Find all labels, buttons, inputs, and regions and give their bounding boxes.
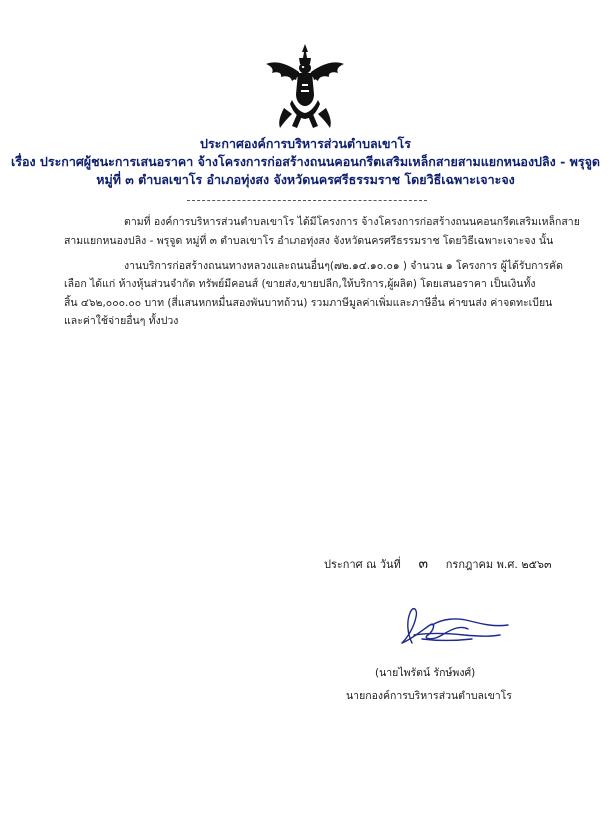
body-line-6: และค่าใช้จ่ายอื่นๆ ทั้งปวง	[64, 315, 179, 327]
body-line-1: ตามที่ องค์การบริหารส่วนตำบลเขาโร ได้มีโครงการ จ้างโครงการก่อสร้างถนนคอนกรีตเสริมเหล็กสาย	[124, 216, 580, 228]
garuda-emblem-icon	[262, 42, 348, 132]
date-prefix: ประกาศ ณ วันที่	[324, 558, 401, 571]
body-line-2: สามแยกหนองปลิง - พรุจูด หมู่ที่ ๓ ตำบลเขาโร อำเภอทุ่งสง จังหวัดนครศรีธรรมราช โดยวิธีเฉพาะเจาะจง นั้น	[64, 235, 554, 247]
subject-line-2: หมู่ที่ ๓ ตำบลเขาโร อำเภอทุ่งสง จังหวัดนครศรีธรรมราช โดยวิธีเฉพาะเจาะจง	[96, 172, 515, 187]
handwritten-signature	[372, 595, 522, 655]
signatory-name: (นายไพรัตน์ รักษ์พงศ์)	[375, 667, 476, 679]
announcement-date	[324, 553, 551, 575]
date-day: ๓	[418, 556, 429, 572]
body-line-3: งานบริการก่อสร้างถนนทางหลวงและถนนอื่นๆ(๗๒.๑๔.๑๐.๐๑ ) จำนวน ๑ โครงการ ผู้ได้รับการคัด	[124, 260, 563, 272]
subject-line: เรื่อง ประกาศผู้ชนะการเสนอราคา จ้างโครงการก่อสร้างถนนคอนกรีตเสริมเหล็กสายสามแยกหนองปลิง - พรุจูด	[10, 154, 601, 169]
org-title: ประกาศองค์การบริหารส่วนตำบลเขาโร	[200, 136, 411, 151]
separator-line	[187, 200, 427, 201]
body-line-4: เลือก ได้แก่ ห้างหุ้นส่วนจำกัด ทรัพย์มีคอนส์ (ขายส่ง,ขายปลีก,ให้บริการ,ผู้ผลิต) โดยเสนอราคา เป็นเงินทั้ง	[64, 278, 536, 290]
signatory-title: นายกองค์การบริหารส่วนตำบลเขาโร	[346, 690, 512, 702]
date-month-year: กรกฎาคม พ.ศ. ๒๕๖๓	[445, 558, 552, 571]
body-line-5: สิ้น ๔๖๒,๐๐๐.๐๐ บาท (สี่แสนหกหมื่นสองพันบาทถ้วน) รวมภาษีมูลค่าเพิ่มและภาษีอื่น ค่าขนส่ง ค่าจดทะเบียน	[64, 297, 553, 309]
